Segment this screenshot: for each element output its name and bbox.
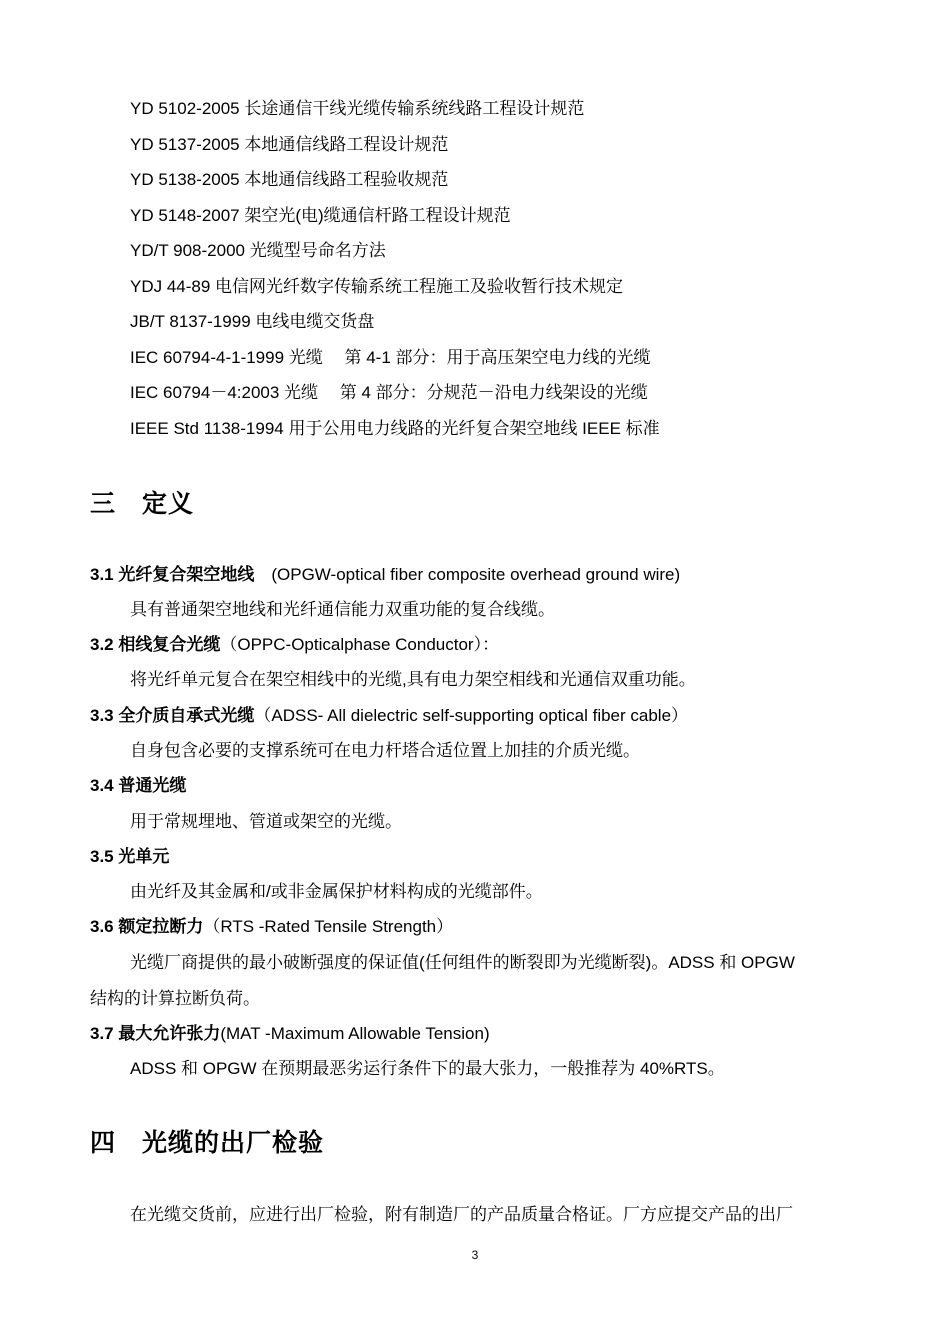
definition-title (90, 916, 453, 938)
definition-term-en: (MAT -Maximum Allowable Tension) (220, 1024, 490, 1043)
standard-item: YD 5102-2005 长途通信干线光缆传输系统线路工程设计规范 (130, 99, 585, 118)
section-title: 光缆的出厂检验 (142, 1129, 325, 1157)
definition-term-en: (OPGW-optical fiber composite overhead ground wire) (254, 565, 681, 584)
standard-item: YD 5137-2005 本地通信线路工程设计规范 (130, 135, 449, 154)
definition-title (90, 846, 169, 868)
definition-term-en: （ADSS- All dielectric self-supporting optical fiber cable） (254, 706, 689, 725)
definition-title (90, 705, 688, 727)
section-title: 定义 (142, 490, 195, 518)
standard-item: YDJ 44-89 电信网光纤数字传输系统工程施工及验收暂行技术规定 (130, 277, 624, 296)
definition-body: 将光纤单元复合在架空相线中的光缆,具有电力架空相线和光通信双重功能。 (130, 670, 696, 689)
definition-label: 3.5 光单元 (90, 847, 170, 866)
section-number: 三 (90, 490, 117, 518)
standard-item: YD/T 908-2000 光缆型号命名方法 (130, 241, 386, 260)
definition-label: 3.3 全介质自承式光缆 (90, 706, 255, 725)
definition-label: 3.4 普通光缆 (90, 776, 187, 795)
standard-item: IEC 60794-4-1-1999 光缆 第 4-1 部分：用于高压架空电力线的光缆 (130, 348, 651, 367)
definition-title (90, 1023, 490, 1045)
standard-item: YD 5148-2007 架空光(电)缆通信杆路工程设计规范 (130, 206, 511, 225)
definition-body: 自身包含必要的支撑系统可在电力杆塔合适位置上加挂的介质光缆。 (130, 741, 640, 760)
definition-body: 由光纤及其金属和/或非金属保护材料构成的光缆部件。 (130, 882, 543, 901)
definition-title (90, 775, 186, 797)
definition-label: 3.7 最大允许张力 (90, 1024, 221, 1043)
section-heading (90, 1123, 324, 1159)
definition-body-continuation: 结构的计算拉断负荷。 (90, 989, 260, 1008)
definition-body: ADSS 和 OPGW 在预期最恶劣运行条件下的最大张力，一般推荐为 40%RTS。 (130, 1059, 725, 1078)
definition-body: 光缆厂商提供的最小破断强度的保证值(任何组件的断裂即为光缆断裂)。ADSS 和 OPGW (130, 953, 795, 972)
definition-label: 3.6 额定拉断力 (90, 917, 204, 936)
definition-label: 3.2 相线复合光缆 (90, 635, 221, 654)
section-number: 四 (90, 1129, 117, 1157)
definition-body: 用于常规埋地、管道或架空的光缆。 (130, 812, 402, 831)
section-heading (90, 484, 194, 520)
standard-item: JB/T 8137-1999 电线电缆交货盘 (130, 312, 375, 331)
paragraph: 在光缆交货前，应进行出厂检验，附有制造厂的产品质量合格证。厂方应提交产品的出厂 (130, 1205, 793, 1224)
standard-item: IEC 60794－4:2003 光缆 第 4 部分：分规范－沿电力线架设的光缆 (130, 383, 648, 402)
standard-item: YD 5138-2005 本地通信线路工程验收规范 (130, 170, 449, 189)
definition-body: 具有普通架空地线和光纤通信能力双重功能的复合线缆。 (130, 600, 555, 619)
definition-title (90, 564, 680, 586)
definition-term-en: （RTS -Rated Tensile Strength） (203, 917, 454, 936)
definition-term-en: （OPPC-Opticalphase Conductor）： (220, 635, 500, 654)
definition-label: 3.1 光纤复合架空地线 (90, 565, 255, 584)
page-number: 3 (471, 1248, 479, 1262)
definition-title (90, 634, 499, 656)
standard-item: IEEE Std 1138-1994 用于公用电力线路的光纤复合架空地线 IEEE 标准 (130, 419, 660, 438)
